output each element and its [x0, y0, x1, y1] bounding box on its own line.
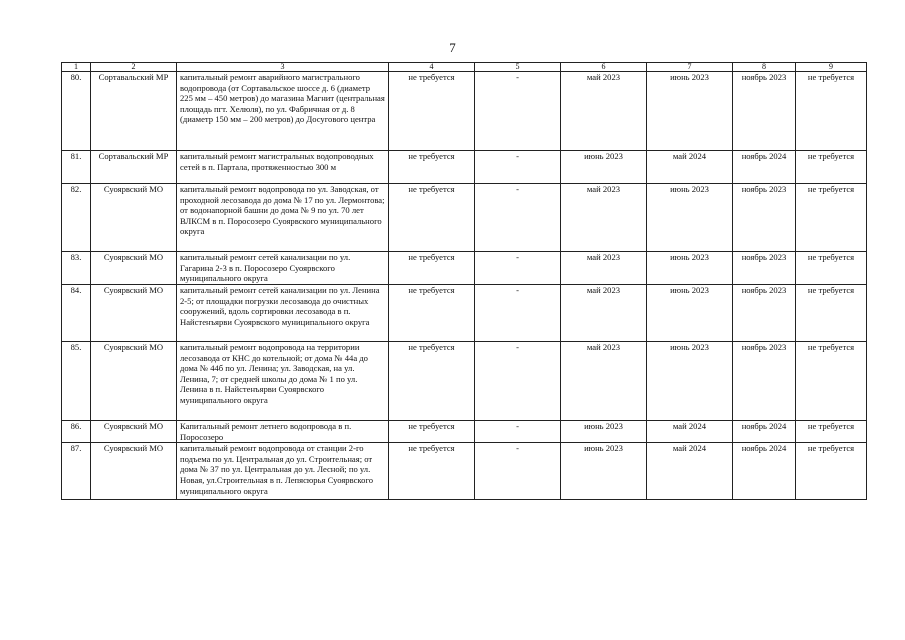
work-description-cell: капитальный ремонт аварийного магистрального водопровода (от Сортавальское шоссе д. 6 (диаметр 225 мм – 450 метров) до магазина Магнит (центральная площадь пгт. Хелюля), по ул. Фабричная от д. 8 (диаметр 150 мм – 200 метров) до Досугового центра — [177, 72, 389, 151]
expertise-cell: не требуется — [389, 285, 475, 342]
column-header-5: 5 — [475, 63, 561, 72]
work-description-cell: капитальный ремонт сетей канализации по ул. Ленина 2-5; от площадки погрузки лесозавода до очистных сооружений, вдоль сортировки лесозавода в п. Найстенъярви Суоярвского муниципального округа — [177, 285, 389, 342]
notes-cell: не требуется — [796, 421, 867, 443]
work-description-cell: капитальный ремонт водопровода по ул. Заводская, от проходной лесозавода до дома № 17 по ул. Лермонтова; от водонапорной башни до дома № 9 по ул. 70 лет ВЛКСМ в п. Поросозеро Суоярвского муниципального округа — [177, 184, 389, 252]
start-date-cell: май 2023 — [561, 184, 647, 252]
end-date-cell: июнь 2023 — [647, 285, 733, 342]
cost-cell: - — [475, 151, 561, 184]
column-header-2: 2 — [91, 63, 177, 72]
expertise-cell: не требуется — [389, 184, 475, 252]
table-row — [62, 285, 867, 342]
completion-date-cell: ноябрь 2023 — [733, 285, 796, 342]
table-row — [62, 72, 867, 151]
municipality-cell: Суоярвский МО — [91, 285, 177, 342]
cost-cell: - — [475, 421, 561, 443]
column-header-7: 7 — [647, 63, 733, 72]
expertise-cell: не требуется — [389, 72, 475, 151]
notes-cell: не требуется — [796, 285, 867, 342]
row-number-cell: 81. — [62, 151, 91, 184]
cost-cell: - — [475, 72, 561, 151]
cost-cell: - — [475, 342, 561, 421]
page-number: 7 — [449, 40, 456, 55]
table-row — [62, 421, 867, 443]
municipality-cell: Суоярвский МО — [91, 342, 177, 421]
start-date-cell: май 2023 — [561, 285, 647, 342]
row-number-cell: 80. — [62, 72, 91, 151]
start-date-cell: май 2023 — [561, 72, 647, 151]
municipality-cell: Суоярвский МО — [91, 252, 177, 285]
column-header-3: 3 — [177, 63, 389, 72]
municipality-cell: Суоярвский МО — [91, 184, 177, 252]
row-number-cell: 83. — [62, 252, 91, 285]
municipality-cell: Сортавальский МР — [91, 72, 177, 151]
column-header-4: 4 — [389, 63, 475, 72]
works-table — [61, 62, 867, 500]
work-description-cell: капитальный ремонт сетей канализации по ул. Гагарина 2-3 в п. Поросозеро Суоярвского муниципального округа — [177, 252, 389, 285]
table-row — [62, 151, 867, 184]
end-date-cell: май 2024 — [647, 443, 733, 500]
row-number-cell: 87. — [62, 443, 91, 500]
completion-date-cell: ноябрь 2023 — [733, 184, 796, 252]
table-row — [62, 342, 867, 421]
end-date-cell: июнь 2023 — [647, 252, 733, 285]
notes-cell: не требуется — [796, 342, 867, 421]
work-description-cell: капитальный ремонт водопровода на территории лесозавода от КНС до котельной; от дома № 44а до дома № 44б по ул. Ленина; ул. Заводская, на ул. Ленина, 7; от средней школы до дома № 1 по ул. Ленина в п. Найстенъярви Суоярвского муниципального округа — [177, 342, 389, 421]
end-date-cell: июнь 2023 — [647, 72, 733, 151]
table-body — [62, 72, 867, 500]
cost-cell: - — [475, 443, 561, 500]
completion-date-cell: ноябрь 2024 — [733, 443, 796, 500]
start-date-cell: июнь 2023 — [561, 421, 647, 443]
row-number-cell: 82. — [62, 184, 91, 252]
start-date-cell: май 2023 — [561, 342, 647, 421]
completion-date-cell: ноябрь 2023 — [733, 342, 796, 421]
municipality-cell: Суоярвский МО — [91, 443, 177, 500]
expertise-cell: не требуется — [389, 443, 475, 500]
table-row — [62, 443, 867, 500]
notes-cell: не требуется — [796, 443, 867, 500]
start-date-cell: май 2023 — [561, 252, 647, 285]
column-header-9: 9 — [796, 63, 867, 72]
row-number-cell: 86. — [62, 421, 91, 443]
municipality-cell: Суоярвский МО — [91, 421, 177, 443]
cost-cell: - — [475, 285, 561, 342]
cost-cell: - — [475, 252, 561, 285]
table-row — [62, 184, 867, 252]
column-header-6: 6 — [561, 63, 647, 72]
notes-cell: не требуется — [796, 151, 867, 184]
work-description-cell: капитальный ремонт водопровода от станции 2-го подъема по ул. Центральная до ул. Строительная; от дома № 37 по ул. Центральная до ул. Лесной; по ул. Новая, ул.Строительная в п. Лепясюрья Суоярвского муниципального округа — [177, 443, 389, 500]
completion-date-cell: ноябрь 2023 — [733, 72, 796, 151]
cost-cell: - — [475, 184, 561, 252]
end-date-cell: май 2024 — [647, 421, 733, 443]
expertise-cell: не требуется — [389, 342, 475, 421]
column-header-1: 1 — [62, 63, 91, 72]
row-number-cell: 85. — [62, 342, 91, 421]
start-date-cell: июнь 2023 — [561, 443, 647, 500]
notes-cell: не требуется — [796, 72, 867, 151]
row-number-cell: 84. — [62, 285, 91, 342]
header-row — [62, 63, 867, 72]
work-description-cell: капитальный ремонт магистральных водопроводных сетей в п. Партала, протяженностью 300 м — [177, 151, 389, 184]
notes-cell: не требуется — [796, 184, 867, 252]
completion-date-cell: ноябрь 2024 — [733, 421, 796, 443]
completion-date-cell: ноябрь 2024 — [733, 151, 796, 184]
work-description-cell: Капитальный ремонт летнего водопровода в п. Поросозеро — [177, 421, 389, 443]
expertise-cell: не требуется — [389, 252, 475, 285]
expertise-cell: не требуется — [389, 421, 475, 443]
end-date-cell: июнь 2023 — [647, 184, 733, 252]
end-date-cell: май 2024 — [647, 151, 733, 184]
completion-date-cell: ноябрь 2023 — [733, 252, 796, 285]
notes-cell: не требуется — [796, 252, 867, 285]
expertise-cell: не требуется — [389, 151, 475, 184]
table-row — [62, 252, 867, 285]
municipality-cell: Сортавальский МР — [91, 151, 177, 184]
column-header-8: 8 — [733, 63, 796, 72]
end-date-cell: июнь 2023 — [647, 342, 733, 421]
start-date-cell: июнь 2023 — [561, 151, 647, 184]
